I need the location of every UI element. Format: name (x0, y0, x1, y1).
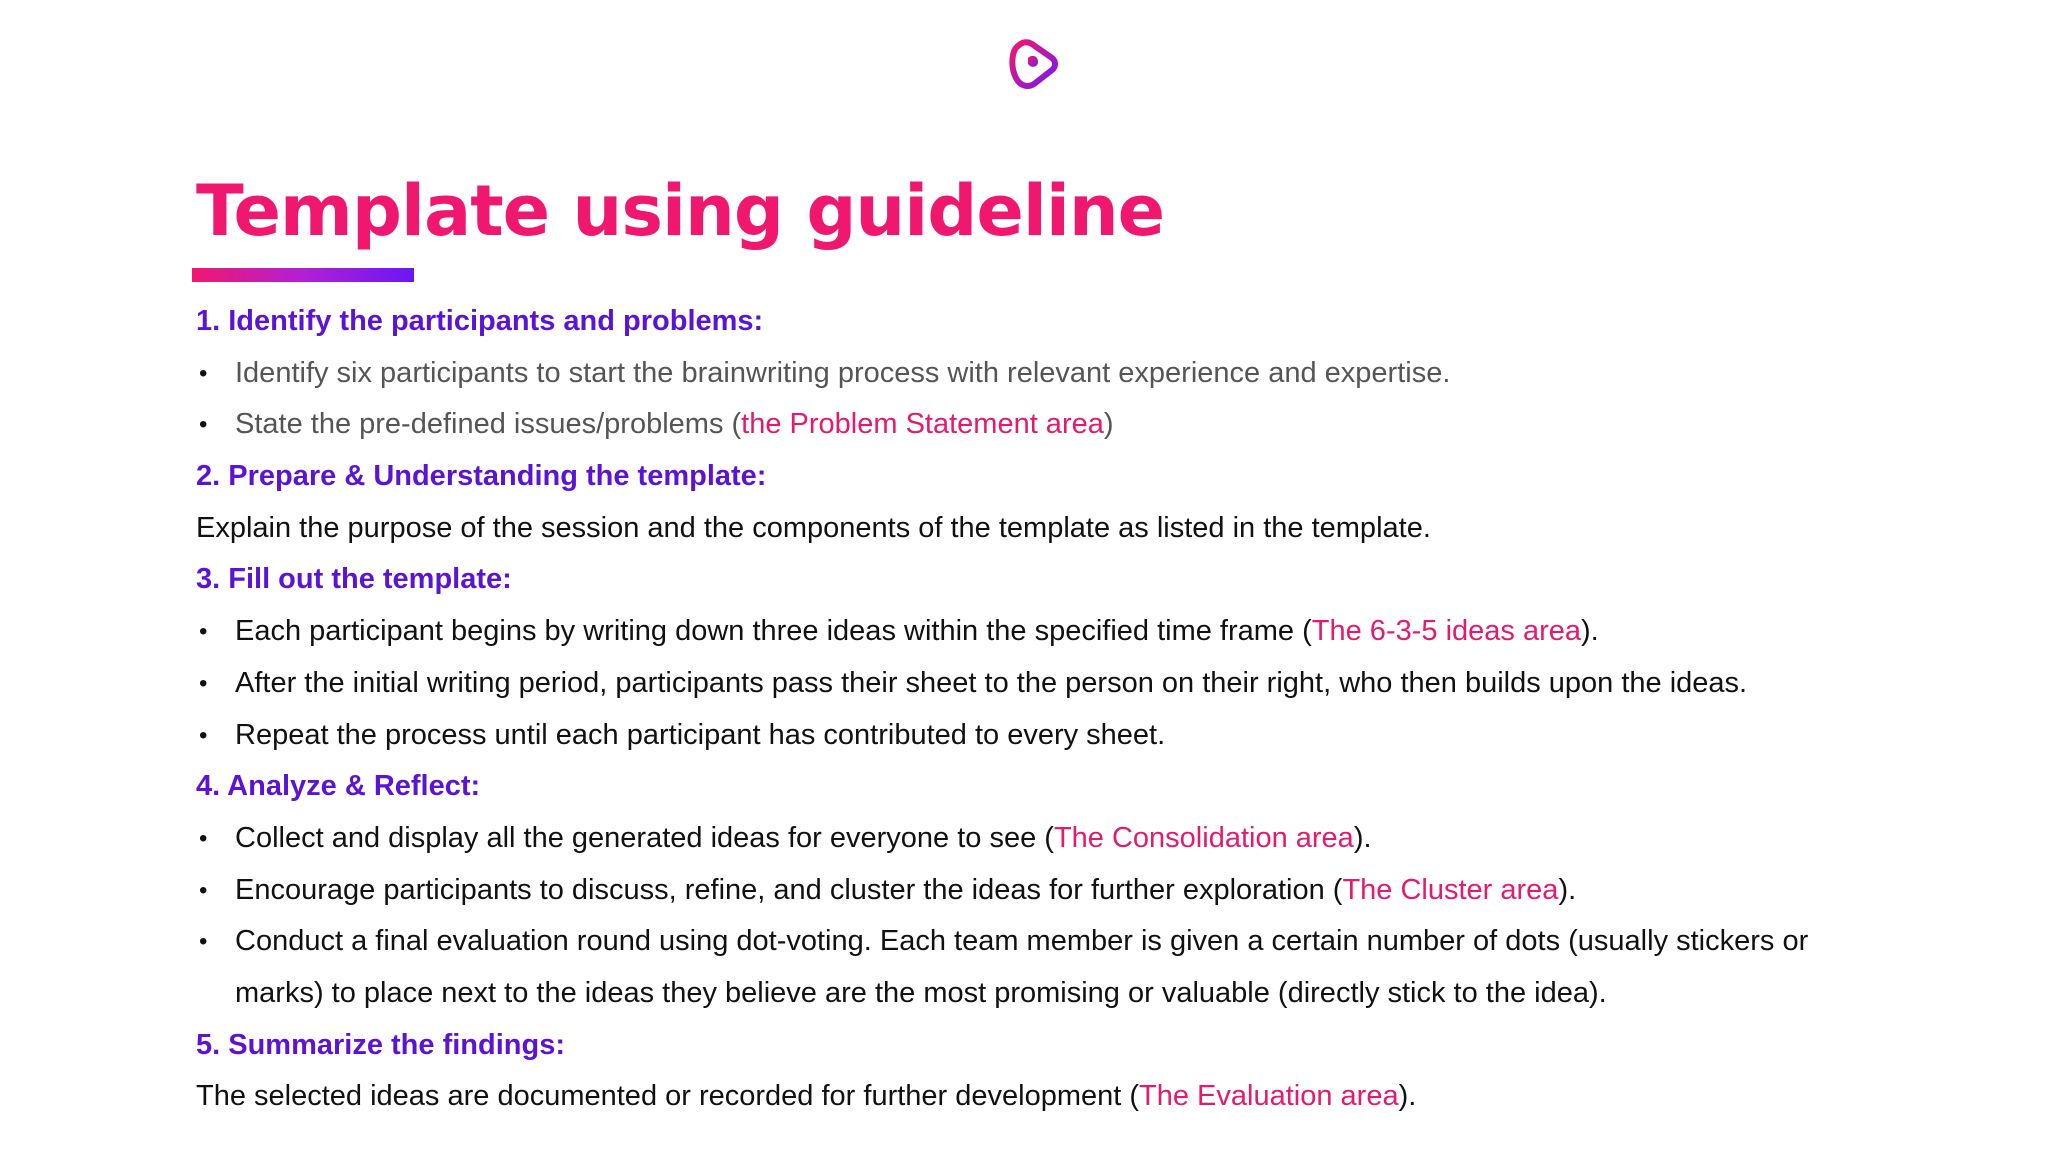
section-2-heading: 2. Prepare & Understanding the template: (196, 460, 767, 493)
consolidation-area-link: The Consolidation area (1053, 821, 1354, 854)
section-5-text (196, 1071, 2036, 1123)
list-item-text: Collect and display all the generated ideas for everyone to see ( (235, 821, 1054, 854)
section-5-text-main: The selected ideas are documented or recorded for further development ( (196, 1080, 1140, 1113)
section-4-heading: 4. Analyze & Reflect: (196, 770, 481, 803)
bullet-icon: • (199, 618, 208, 646)
list-item (196, 710, 2036, 762)
section-5-text-end: ). (1398, 1080, 1417, 1113)
bullet-icon: • (199, 669, 208, 697)
list-item-text: Repeat the process until each participant has contributed to every sheet. (235, 718, 1166, 751)
bullet-icon: • (199, 721, 208, 749)
play-heart-logo-icon (1004, 36, 1060, 92)
cluster-area-link: The Cluster area (1342, 873, 1559, 906)
list-item-text: Each participant begins by writing down three ideas within the specified time frame ( (235, 615, 1312, 648)
list-item-text: ). (1353, 821, 1372, 854)
list-item (196, 348, 2036, 400)
problem-statement-area-link: the Problem Statement area (741, 408, 1104, 441)
page-title: Template using guideline (196, 170, 1165, 252)
list-item-text: After the initial writing period, participants pass their sheet to the person on their right, who then builds upon the ideas. (235, 666, 1748, 699)
list-item-text: ). (1558, 873, 1577, 906)
list-item (196, 813, 2036, 865)
section-3-heading: 3. Fill out the template: (196, 563, 512, 596)
list-item (196, 865, 2036, 917)
list-item (196, 606, 2036, 658)
list-item-text: Encourage participants to discuss, refine, and cluster the ideas for further exploration ( (235, 873, 1343, 906)
list-item-text: Conduct a final evaluation round using dot-voting. Each team member is given a certain number of dots (usually stickers or (235, 925, 1809, 958)
section-1-heading: 1. Identify the participants and problems: (196, 305, 764, 337)
guideline-content (196, 296, 2036, 1123)
list-item-text: State the pre-defined issues/problems ( (235, 408, 742, 441)
section-5-heading: 5. Summarize the findings: (196, 1028, 565, 1061)
list-item (196, 658, 2036, 710)
bullet-icon: • (199, 928, 208, 956)
bullet-icon: • (199, 359, 208, 387)
list-item (196, 399, 2036, 451)
list-item-text: ) (1103, 408, 1114, 441)
evaluation-area-link: The Evaluation area (1139, 1080, 1399, 1113)
list-item-text: ). (1581, 615, 1599, 648)
list-item-continuation: marks) to place next to the ideas they believe are the most promising or valuable (directly stick to the idea). (235, 976, 1607, 1009)
bullet-icon: • (199, 876, 208, 904)
bullet-icon: • (199, 824, 208, 852)
list-item-text: Identify six participants to start the brainwriting process with relevant experience and expertise. (235, 356, 1451, 389)
bullet-icon: • (199, 411, 208, 439)
section-2-text: Explain the purpose of the session and the components of the template as listed in the template. (196, 511, 1431, 544)
title-underline-bar (192, 268, 414, 282)
list-item (196, 916, 2036, 968)
ideas-area-link: The 6-3-5 ideas area (1311, 615, 1581, 648)
